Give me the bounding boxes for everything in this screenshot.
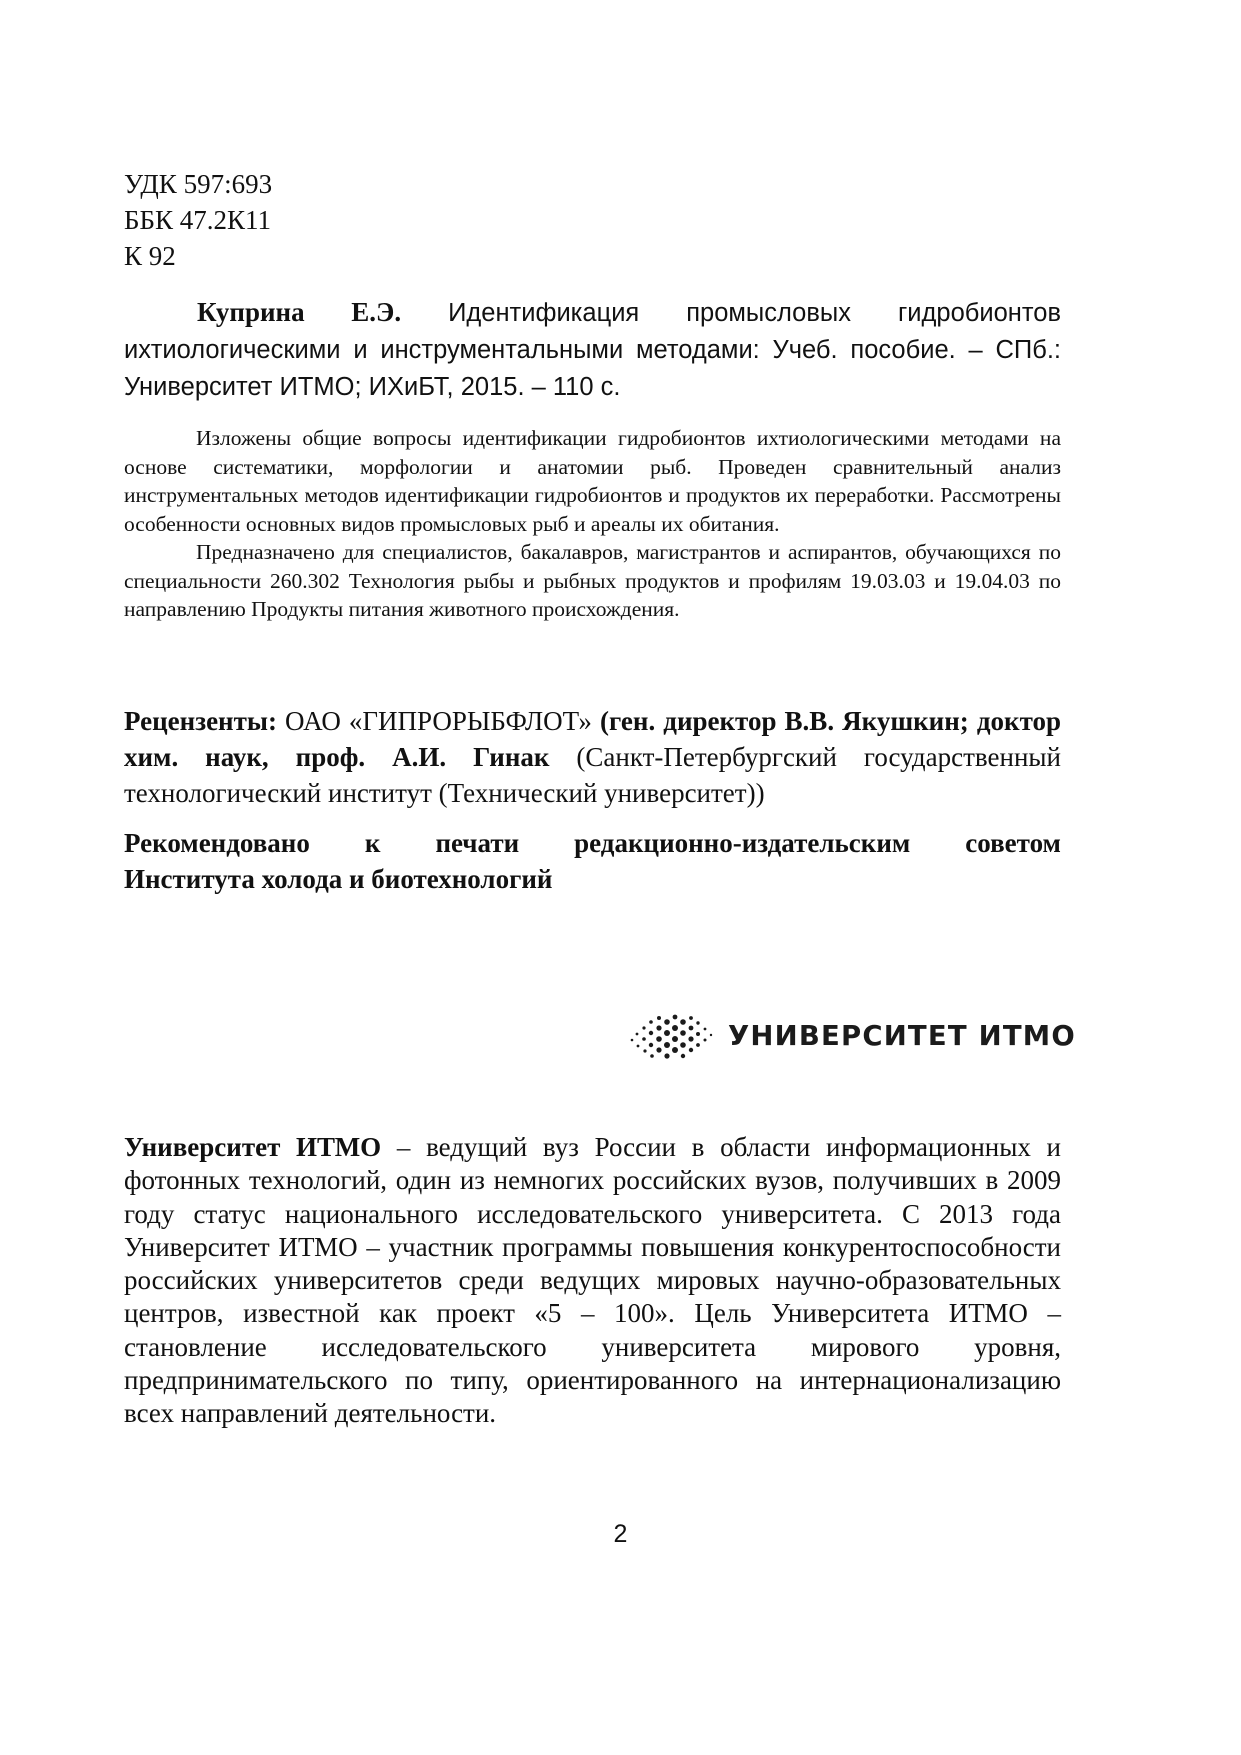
itmo-logo — [628, 1006, 1076, 1066]
bbk-code: ББК 47.2К11 — [124, 205, 272, 235]
recommendation-word: редакционно-издательским — [574, 828, 911, 858]
reviewer-persons: (ген. директор В.В. Якушкин; доктор хим. наук, проф. А.И. Гинак — [124, 706, 1061, 772]
citation-author: Куприна Е.Э. — [197, 297, 402, 327]
recommendation-word: советом — [965, 828, 1061, 858]
author-mark: К 92 — [124, 241, 176, 271]
recommendation-word: печати — [435, 828, 520, 858]
abstract — [124, 424, 1061, 624]
abstract-paragraph-2: Предназначено для специалистов, бакалавров, магистрантов и аспирантов, обучающихся по специальности 260.302 Технология рыбы и рыбных продуктов и профилям 19.03.03 и 19.04.03 по направлению Продукты питания животного происхождения. — [124, 540, 1061, 621]
itmo-logo-text: УНИВЕРСИТЕТ ИТМО — [728, 1020, 1076, 1052]
reviewer-affiliation: (Санкт-Петербургский государственный технологический институт (Технический университет)) — [124, 742, 1061, 808]
about-itmo-name: Университет ИТМО — [124, 1132, 382, 1162]
reviewers — [124, 703, 1061, 811]
reviewers-label: Рецензенты: — [124, 706, 277, 736]
recommendation-line-2: Института холода и биотехнологий — [124, 864, 553, 894]
about-itmo — [124, 1131, 1061, 1431]
recommendation-word: Рекомендовано — [124, 828, 310, 858]
recommendation-word: к — [364, 828, 381, 858]
reviewer-organization: ОАО «ГИПРОРЫБФЛОТ» — [276, 706, 601, 736]
bibliographic-citation — [124, 294, 1061, 405]
abstract-paragraph-1: Изложены общие вопросы идентификации гидробионтов ихтиологическими методами на основе систематики, морфологии и анатомии рыб. Проведен сравнительный анализ инструментальных методов идентификации гидробионтов и продуктов их переработки. Рассмотрены особенности основных видов промысловых рыб и ареалы их обитания. — [124, 426, 1061, 536]
udk-code: УДК 597:693 — [124, 169, 273, 199]
about-itmo-text: – ведущий вуз России в области информационных и фотонных технологий, один из немногих российских вузов, получивших в 2009 году статус национального исследовательского университета. С 2013 года Университет ИТМО – участник программы повышения конкурентоспособности российских университетов среди ведущих мировых научно-образовательных центров, известной как проект «5 – 100». Цель Университета ИТМО – становление исследовательского университета мирового уровня, предпринимательского по типу, ориентированного на интернационализацию всех направлений деятельности. — [124, 1132, 1062, 1429]
recommendation-line-1 — [124, 825, 1061, 861]
page-number: 2 — [613, 1520, 628, 1548]
classification-codes — [124, 166, 1061, 274]
citation-text: Идентификация промысловых гидробионтов ихтиологическими и инструментальными методами: Учеб. пособие. – СПб.: Университет ИТМО; ИХиБТ, 2015. – 110 с. — [124, 299, 1061, 401]
publication-recommendation — [124, 825, 1061, 897]
itmo-dots-logo-icon — [628, 1010, 718, 1062]
